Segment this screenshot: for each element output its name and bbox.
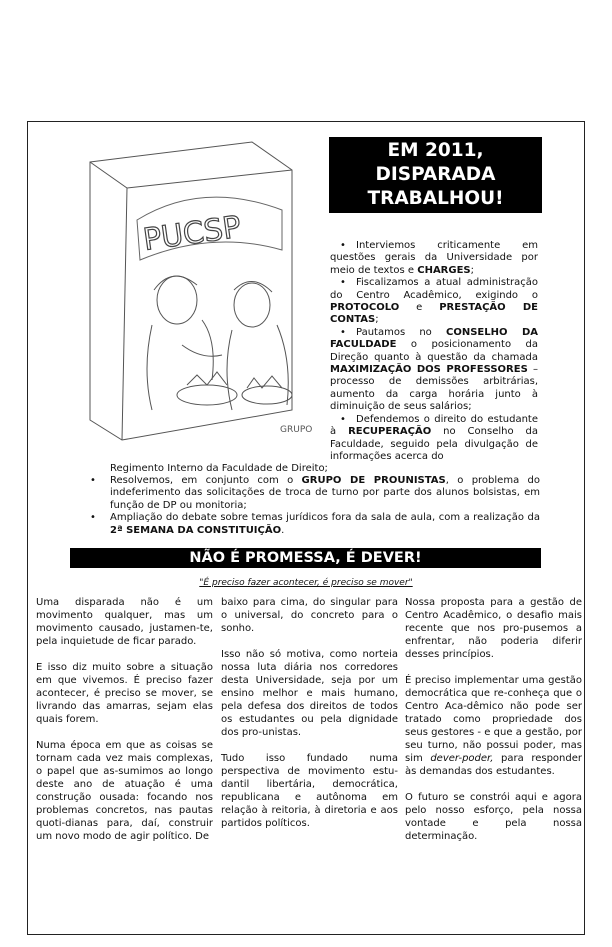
bullet-dot: • xyxy=(340,326,346,338)
bullet-dot: • xyxy=(340,240,346,251)
bullet-continuation: Regimento Interno da Faculdade de Direito; xyxy=(110,463,328,474)
box-brand-text: PUCSP xyxy=(141,209,244,258)
headline-line3: TRABALHOU! xyxy=(367,188,504,209)
paragraph: É preciso implementar uma gestão democrática que re-conheça que o Centro Aca-dêmico não pode ser tratado como propriedade dos seus gestores - e que a gestão, por seu turno, não possui poder, mas sim dever-poder, para responder às demandas dos estudantes. xyxy=(405,675,582,777)
bullet-item: • Defendemos o direito do estudante à RECUPERAÇÃO no Conselho da Faculdade, seguido pela divulgação de informações acerca do xyxy=(330,413,538,462)
quote: "É preciso fazer acontecer, é preciso se mover" xyxy=(199,578,413,588)
paragraph: Numa época em que as coisas se tornam cada vez mais complexas, o papel que as-sumimos ao longo deste ano de atuação é uma construção ousada: focando nos problemas concretos, nas pautas quoti-dianas para, daí, construir um novo modo de agir político. De xyxy=(36,740,213,842)
bullet-dot: • xyxy=(340,277,346,289)
bullet-list-right xyxy=(330,240,538,463)
headline-line2: DISPARADA xyxy=(375,164,496,185)
paragraph: Isso não só motiva, como norteia nossa luta diária nos corredores desta Universidade, seja por um ensino melhor e mais humano, pela defesa dos direitos de todos os estudantes ou pela dignidade dos pro-unistas. xyxy=(221,649,398,738)
paragraph: baixo para cima, do singular para o universal, do concreto para o sonho. xyxy=(221,597,398,634)
artist-signature: GRUPO xyxy=(280,425,313,435)
bullet-list-full xyxy=(82,475,540,537)
bullet-item: • Fiscalizamos a atual administração do Centro Acadêmico, exigindo o PROTOCOLO e PRESTAÇÃO DE CONTAS; xyxy=(330,277,538,326)
headline-line1: EM 2011, xyxy=(387,140,484,161)
cartoon-illustration xyxy=(82,140,322,445)
text-column-3 xyxy=(405,596,582,856)
paragraph: Uma disparada não é um movimento qualquer, mas um movimento causado, justamen-te, pela inquietude de ficar parado. xyxy=(36,597,213,647)
paragraph: E isso diz muito sobre a situação em que vivemos. É preciso fazer acontecer, é preciso se mover, se livrando das amarras, sejam elas quais forem. xyxy=(36,662,213,725)
paragraph: Tudo isso fundado numa perspectiva de movimento estu-dantil libertária, democrática, republicana e autônoma em relação à reitoria, à diretoria e aos partidos políticos. xyxy=(221,753,398,829)
bullet-item: • Resolvemos, em conjunto com o GRUPO DE PROUNISTAS, o problema do indeferimento das solicitações de troca de turno por parte dos alunos bolsistas, em função de DP ou monitoria; xyxy=(82,475,540,512)
section-banner: NÃO É PROMESSA, É DEVER! xyxy=(70,548,541,568)
bullet-item: • Pautamos no CONSELHO DA FACULDADE o posicionamento da Direção quanto à questão da chamada MAXIMIZAÇÃO DOS PROFESSORES – processo de demissões arbitrárias, aumento da carga horária junto à diminuição de seus salários; xyxy=(330,326,538,413)
paragraph: Nossa proposta para a gestão de Centro Acadêmico, o desafio mais recente que nos pro-pusemos a enfrentar, não poderia diferir desses princípios. xyxy=(405,597,582,660)
bullet-item: • Ampliação do debate sobre temas jurídicos fora da sala de aula, com a realização da 2ª SEMANA DA CONSTITUIÇÃO. xyxy=(82,512,540,537)
bullet-item: • Interviemos criticamente em questões gerais da Universidade por meio de textos e CHARGES; xyxy=(330,240,538,276)
paragraph: O futuro se constrói aqui e agora pelo nosso esforço, pela nossa vontade e pela nossa determinação. xyxy=(405,792,582,842)
headline-box xyxy=(329,137,542,213)
text-column-1 xyxy=(36,596,213,856)
bullet-dot: • xyxy=(340,413,346,425)
text-column-2 xyxy=(221,596,398,843)
